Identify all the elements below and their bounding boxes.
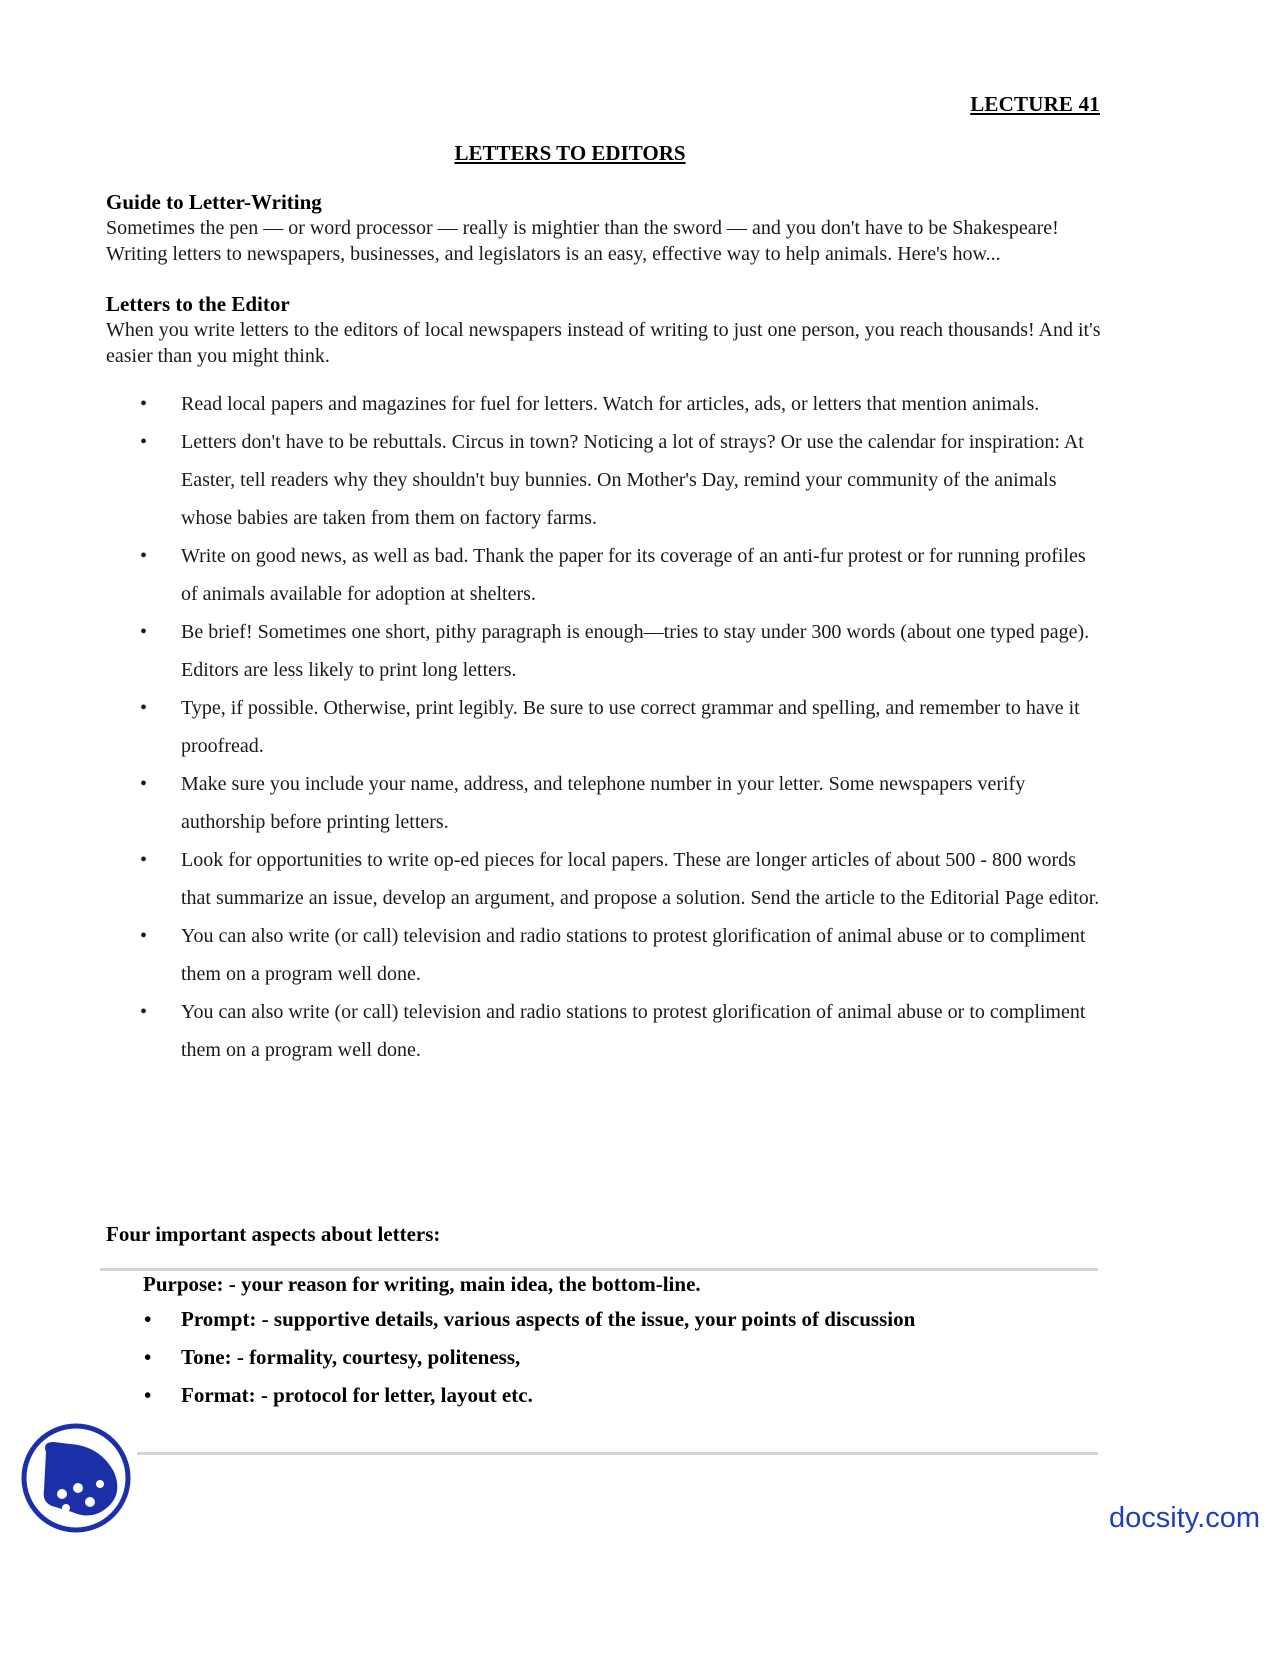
bullet-icon: • (140, 849, 148, 871)
bullet-icon: • (140, 697, 148, 719)
list-item (106, 1300, 915, 1338)
bullet-icon: • (140, 393, 148, 415)
tips-list (106, 385, 1106, 1069)
lecture-number: LECTURE 41 (970, 92, 1100, 116)
bullet-icon: • (140, 925, 148, 947)
tip-text: Be brief! Sometimes one short, pithy paragraph is enough—tries to stay under 300 words (about one typed page). Editors are less likely to print long letters. (181, 621, 1090, 681)
divider (100, 1268, 1098, 1271)
page-title: LETTERS TO EDITORS (454, 141, 686, 165)
content-body (106, 189, 1106, 1069)
list-item (106, 423, 1106, 537)
editor-paragraph: When you write letters to the editors of local newspapers instead of writing to just one person, you reach thousands! And it's easier than you might think. (106, 319, 1101, 367)
list-item (106, 841, 1106, 917)
bullet-icon: • (144, 1345, 152, 1369)
purpose-line: Purpose: - your reason for writing, main idea, the bottom-line. (143, 1272, 701, 1296)
bullet-icon: • (140, 773, 148, 795)
tip-text: You can also write (or call) television and radio stations to protest glorification of animal abuse or to compliment them on a program well done. (181, 925, 1086, 985)
guide-heading: Guide to Letter-Writing (106, 190, 322, 214)
tip-text: Make sure you include your name, address, and telephone number in your letter. Some newspapers verify authorship before printing letters. (181, 773, 1026, 833)
list-item (106, 917, 1106, 993)
editor-heading: Letters to the Editor (106, 292, 290, 316)
list-item (106, 765, 1106, 841)
docsity-logo-icon (20, 1422, 132, 1534)
brand-link[interactable]: docsity.com (1109, 1502, 1260, 1534)
list-item (106, 537, 1106, 613)
list-item (106, 1376, 915, 1414)
tip-text: Write on good news, as well as bad. Thank the paper for its coverage of an anti-fur protest or for running profiles of animals available for adoption at shelters. (181, 545, 1086, 605)
tip-text: You can also write (or call) television and radio stations to protest glorification of animal abuse or to compliment them on a program well done. (181, 1001, 1086, 1061)
aspects-heading: Four important aspects about letters: (106, 1222, 441, 1246)
editor-section (106, 291, 1106, 369)
list-item (106, 689, 1106, 765)
aspects-list (106, 1300, 915, 1414)
bullet-icon: • (140, 545, 148, 567)
bullet-icon: • (144, 1307, 152, 1331)
aspect-text: Format: - protocol for letter, layout etc. (181, 1383, 533, 1407)
bullet-icon: • (140, 1001, 148, 1023)
list-item (106, 613, 1106, 689)
list-item (106, 993, 1106, 1069)
tip-text: Look for opportunities to write op-ed pieces for local papers. These are longer articles of about 500 - 800 words that summarize an issue, develop an argument, and propose a solution. Send the article to the Editorial Page editor. (181, 849, 1100, 909)
footer-divider (137, 1452, 1098, 1455)
tip-text: Letters don't have to be rebuttals. Circus in town? Noticing a lot of strays? Or use the calendar for inspiration: At Easter, tell readers why they shouldn't buy bunnies. On Mother's Day, remind your community of the animals whose babies are taken from them on factory farms. (181, 431, 1084, 529)
aspect-text: Tone: - formality, courtesy, politeness, (181, 1345, 521, 1369)
list-item (106, 1338, 915, 1376)
aspect-text: Prompt: - supportive details, various aspects of the issue, your points of discussion (181, 1307, 916, 1331)
guide-section (106, 189, 1106, 267)
bullet-icon: • (140, 621, 148, 643)
guide-paragraph: Sometimes the pen — or word processor — really is mightier than the sword — and you don't have to be Shakespeare! Writing letters to newspapers, businesses, and legislators is an easy, effective way to help animals. Here's how... (106, 217, 1059, 265)
tip-text: Type, if possible. Otherwise, print legibly. Be sure to use correct grammar and spelling, and remember to have it proofread. (181, 697, 1080, 757)
bullet-icon: • (140, 431, 148, 453)
list-item (106, 385, 1106, 423)
tip-text: Read local papers and magazines for fuel for letters. Watch for articles, ads, or letters that mention animals. (181, 393, 1040, 415)
bullet-icon: • (144, 1383, 152, 1407)
